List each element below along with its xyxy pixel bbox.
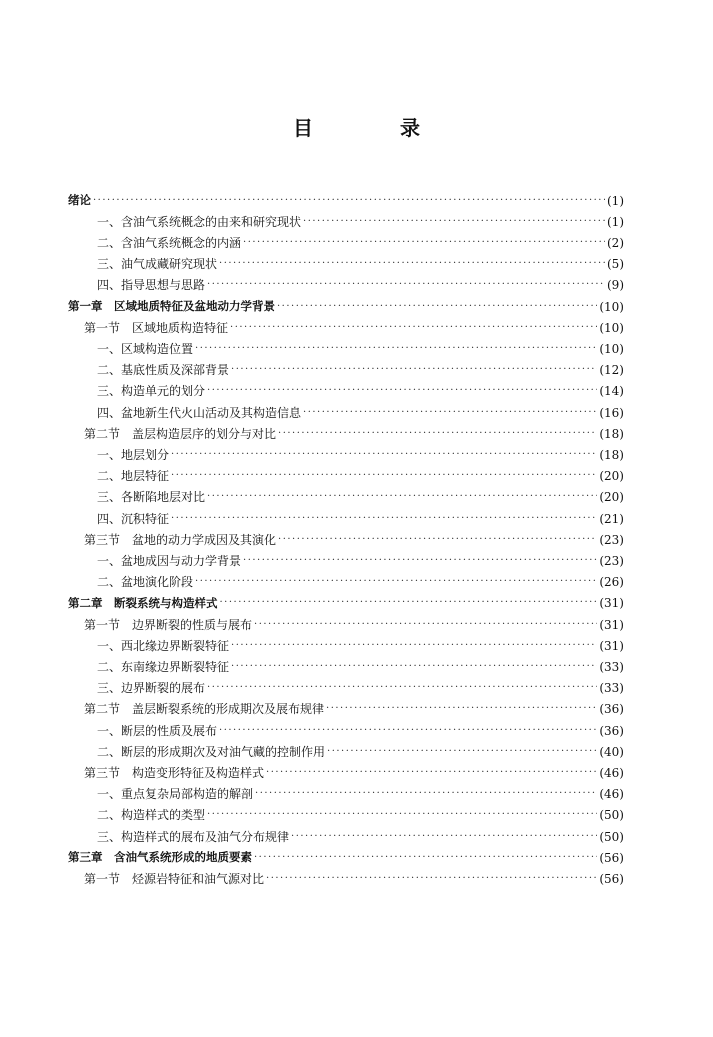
toc-entry bbox=[97, 487, 624, 508]
toc-entry bbox=[97, 275, 624, 296]
toc-entry-label: 第一节 烃源岩特征和油气源对比 bbox=[84, 871, 265, 886]
toc-entry bbox=[97, 720, 624, 741]
toc-entry-page: (10) bbox=[599, 341, 624, 356]
toc-entry-label: 绪论 bbox=[68, 192, 91, 207]
toc-entry bbox=[97, 232, 624, 253]
toc-entry bbox=[97, 572, 624, 593]
toc-entry-page: (20) bbox=[599, 469, 624, 484]
dot-leader bbox=[195, 344, 597, 354]
toc-entry-page: (36) bbox=[599, 702, 624, 717]
dot-leader bbox=[230, 323, 597, 333]
dot-leader bbox=[278, 429, 597, 439]
toc-entry-label: 第二节 盖层构造层序的划分与对比 bbox=[84, 426, 277, 441]
toc-entry bbox=[68, 296, 624, 317]
toc-entry-label: 二、地层特征 bbox=[97, 469, 170, 484]
toc-entry-label: 二、东南缘边界断裂特征 bbox=[97, 659, 230, 674]
dot-leader bbox=[207, 280, 605, 290]
dot-leader bbox=[266, 874, 597, 884]
toc-entry-label: 一、盆地成因与动力学背景 bbox=[97, 553, 242, 568]
dot-leader bbox=[277, 302, 597, 312]
toc-entry bbox=[84, 699, 624, 720]
dot-leader bbox=[195, 577, 597, 587]
toc-entry-label: 第三章 含油气系统形成的地质要素 bbox=[68, 849, 252, 864]
toc-entry bbox=[97, 656, 624, 677]
toc-entry-label: 第三节 构造变形特征及构造样式 bbox=[84, 765, 265, 780]
toc-entry-page: (33) bbox=[599, 681, 624, 696]
toc-entry-page: (18) bbox=[599, 426, 624, 441]
dot-leader bbox=[255, 789, 597, 799]
dot-leader bbox=[207, 810, 597, 820]
toc-entry bbox=[97, 635, 624, 656]
toc-entry-page: (40) bbox=[599, 744, 624, 759]
toc-entry-label: 三、各断陷地层对比 bbox=[97, 490, 206, 505]
toc-entry bbox=[97, 338, 624, 359]
toc-entry-label: 第二章 断裂系统与构造样式 bbox=[68, 595, 218, 610]
toc-entry-page: (14) bbox=[599, 384, 624, 399]
dot-leader bbox=[231, 662, 597, 672]
toc-entry-page: (2) bbox=[607, 235, 624, 250]
toc-entry-label: 三、构造单元的划分 bbox=[97, 384, 206, 399]
toc-entry bbox=[97, 550, 624, 571]
toc-entry-label: 一、区域构造位置 bbox=[97, 341, 194, 356]
toc-entry-label: 一、重点复杂局部构造的解剖 bbox=[97, 787, 254, 802]
toc-entry-page: (31) bbox=[599, 617, 624, 632]
toc-entry-page: (46) bbox=[599, 787, 624, 802]
toc-entry bbox=[68, 593, 624, 614]
dot-leader bbox=[219, 726, 597, 736]
toc-entry bbox=[97, 805, 624, 826]
toc-entry-page: (26) bbox=[599, 575, 624, 590]
toc-entry-page: (23) bbox=[599, 532, 624, 547]
toc-entry-page: (18) bbox=[599, 447, 624, 462]
dot-leader bbox=[303, 217, 605, 227]
toc-entry-label: 二、构造样式的类型 bbox=[97, 808, 206, 823]
toc-entry-page: (12) bbox=[599, 363, 624, 378]
dot-leader bbox=[278, 535, 597, 545]
toc-entry-label: 一、含油气系统概念的由来和研究现状 bbox=[97, 214, 302, 229]
dot-leader bbox=[93, 196, 605, 206]
dot-leader bbox=[327, 747, 597, 757]
toc-entry-page: (46) bbox=[599, 765, 624, 780]
toc-entry-label: 第一节 边界断裂的性质与展布 bbox=[84, 617, 253, 632]
toc-entry-label: 四、指导思想与思路 bbox=[97, 278, 206, 293]
dot-leader bbox=[207, 492, 597, 502]
toc-entry-label: 三、边界断裂的展布 bbox=[97, 681, 206, 696]
dot-leader bbox=[254, 853, 597, 863]
toc-entry-label: 二、盆地演化阶段 bbox=[97, 575, 194, 590]
page-title: 目 录 bbox=[293, 116, 460, 140]
toc-entry-page: (50) bbox=[599, 808, 624, 823]
toc-entry bbox=[84, 529, 624, 550]
toc-entry-page: (21) bbox=[599, 511, 624, 526]
toc-entry-page: (20) bbox=[599, 490, 624, 505]
dot-leader bbox=[254, 620, 597, 630]
toc-entry-label: 一、断层的性质及展布 bbox=[97, 723, 218, 738]
dot-leader bbox=[266, 768, 597, 778]
toc-entry-page: (16) bbox=[599, 405, 624, 420]
toc-entry-label: 第一节 区域地质构造特征 bbox=[84, 320, 229, 335]
toc-entry bbox=[97, 826, 624, 847]
toc-entry-page: (10) bbox=[599, 320, 624, 335]
toc-entry-page: (36) bbox=[599, 723, 624, 738]
toc-entry-page: (33) bbox=[599, 659, 624, 674]
toc-entry bbox=[84, 762, 624, 783]
toc-entry-page: (1) bbox=[607, 214, 624, 229]
toc-entry-page: (10) bbox=[599, 299, 624, 314]
toc-entry-label: 一、地层划分 bbox=[97, 447, 170, 462]
dot-leader bbox=[231, 365, 597, 375]
dot-leader bbox=[171, 514, 597, 524]
toc-entry-page: (23) bbox=[599, 553, 624, 568]
toc-entry-page: (9) bbox=[607, 278, 624, 293]
dot-leader bbox=[219, 259, 605, 269]
dot-leader bbox=[243, 556, 597, 566]
toc-entry bbox=[97, 254, 624, 275]
dot-leader bbox=[207, 386, 597, 396]
toc-entry bbox=[97, 741, 624, 762]
toc-entry bbox=[84, 317, 624, 338]
toc-entry-label: 二、含油气系统概念的内涵 bbox=[97, 235, 242, 250]
toc-entry bbox=[97, 678, 624, 699]
toc-entry-label: 三、构造样式的展布及油气分布规律 bbox=[97, 829, 290, 844]
toc-entry-page: (31) bbox=[599, 596, 624, 611]
dot-leader bbox=[231, 641, 597, 651]
toc-entry-page: (56) bbox=[599, 850, 624, 865]
dot-leader bbox=[171, 471, 597, 481]
toc-entry-page: (5) bbox=[607, 257, 624, 272]
toc-entry bbox=[68, 847, 624, 868]
toc-entry bbox=[84, 614, 624, 635]
dot-leader bbox=[171, 450, 597, 460]
dot-leader bbox=[291, 832, 597, 842]
toc-entry bbox=[97, 211, 624, 232]
toc-entry bbox=[84, 868, 624, 889]
toc-entry-page: (56) bbox=[599, 871, 624, 886]
toc-entry-label: 一、西北缘边界断裂特征 bbox=[97, 638, 230, 653]
toc-entry-page: (1) bbox=[607, 193, 624, 208]
toc-entry bbox=[84, 423, 624, 444]
dot-leader bbox=[220, 598, 598, 608]
toc-entry bbox=[97, 402, 624, 423]
dot-leader bbox=[243, 238, 605, 248]
toc-entry bbox=[68, 190, 624, 211]
toc-entry-page: (31) bbox=[599, 638, 624, 653]
toc-entry bbox=[97, 381, 624, 402]
toc-entry-label: 三、油气成藏研究现状 bbox=[97, 257, 218, 272]
toc-entry bbox=[97, 784, 624, 805]
toc-entry-label: 二、断层的形成期次及对油气藏的控制作用 bbox=[97, 744, 326, 759]
toc-entry bbox=[97, 444, 624, 465]
toc-entry-label: 第二节 盖层断裂系统的形成期次及展布规律 bbox=[84, 702, 325, 717]
toc-entry bbox=[97, 466, 624, 487]
toc-entry-page: (50) bbox=[599, 829, 624, 844]
toc-entry-label: 四、沉积特征 bbox=[97, 511, 170, 526]
dot-leader bbox=[303, 408, 597, 418]
toc-entry bbox=[97, 508, 624, 529]
dot-leader bbox=[207, 683, 597, 693]
toc-entry-label: 四、盆地新生代火山活动及其构造信息 bbox=[97, 405, 302, 420]
toc-entry-label: 第三节 盆地的动力学成因及其演化 bbox=[84, 532, 277, 547]
toc-entry bbox=[97, 360, 624, 381]
toc-entry-label: 第一章 区域地质特征及盆地动力学背景 bbox=[68, 298, 275, 313]
toc-entry-label: 二、基底性质及深部背景 bbox=[97, 363, 230, 378]
dot-leader bbox=[326, 704, 597, 714]
